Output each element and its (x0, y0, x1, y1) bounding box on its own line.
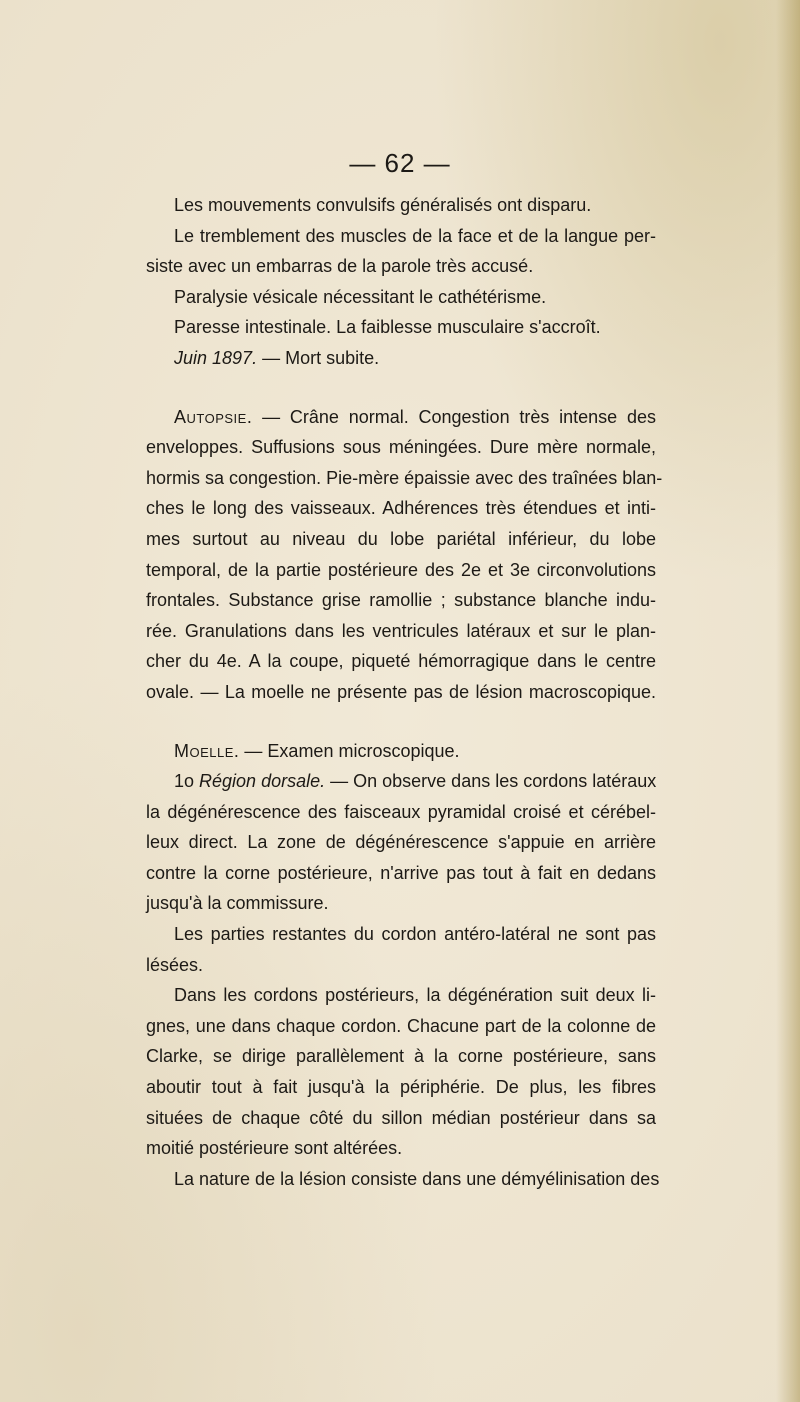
text-line: lésées. (146, 954, 204, 975)
text-line: jusqu'à la commissure. (146, 893, 329, 914)
page-number: — 62 — (349, 148, 451, 178)
text-line: ovale. — La moelle ne présente pas de lésion macroscopique. (146, 681, 656, 702)
text-line: siste avec un embarras de la parole très accusé. (146, 256, 534, 277)
text-line: moitié postérieure sont altérées. (146, 1138, 403, 1159)
text-line: Paresse intestinale. La faiblesse musculaire s'accroît. (174, 317, 601, 338)
text-line: frontales. Substance grise ramollie ; substance blanche indu- (146, 590, 656, 611)
region-title: Région dorsale. (199, 771, 326, 792)
text-line: — Crâne normal. Congestion très intense des (252, 406, 656, 427)
spacer (146, 708, 656, 736)
text-line: La nature de la lésion consiste dans une démyélinisation des (174, 1168, 660, 1189)
text-line: Clarke, se dirige parallèlement à la corne postérieure, sans (146, 1046, 656, 1067)
autopsie-heading-line (146, 402, 656, 433)
moelle-label: Moelle. (174, 740, 240, 761)
moelle-heading-line (146, 736, 656, 767)
text-line: situées de chaque côté du sillon médian postérieur dans sa (146, 1107, 656, 1128)
text-line: mes surtout au niveau du lobe pariétal inférieur, du lobe (146, 528, 656, 549)
text-line: leux direct. La zone de dégénérescence s'appuie en arrière (146, 832, 656, 853)
text-line: enveloppes. Suffusions sous méningées. Dure mère normale, (146, 437, 656, 458)
autopsie-label: Autopsie. (174, 406, 253, 427)
text-line: contre la corne postérieure, n'arrive pas tout à fait en dedans (146, 862, 656, 883)
date-text: — Mort subite. (257, 347, 380, 368)
text-line: la dégénérescence des faisceaux pyramidal croisé et cérébel- (146, 801, 656, 822)
text-line: Les mouvements convulsifs généralisés ont disparu. (174, 195, 592, 215)
text-line: hormis sa congestion. Pie-mère épaissie avec des traînées blan- (146, 467, 663, 488)
text-line: cher du 4e. A la coupe, piqueté hémorragique dans le centre (146, 651, 656, 672)
date-line (146, 343, 656, 374)
text-line: Dans les cordons postérieurs, la dégénération suit deux li- (174, 985, 656, 1006)
region-number: 1o (174, 771, 200, 792)
page-body (146, 190, 663, 1194)
text-line: Le tremblement des muscles de la face et de la langue per- (174, 225, 656, 246)
text-line: gnes, une dans chaque cordon. Chacune part de la colonne de (146, 1015, 656, 1036)
text-line: — On observe dans les cordons latéraux (325, 771, 657, 792)
text-line: Les parties restantes du cordon antéro-latéral ne sont pas (174, 924, 656, 945)
moelle-text: — Examen microscopique. (239, 740, 460, 761)
region-heading-line (146, 766, 656, 797)
text-line: temporal, de la partie postérieure des 2e et 3e circonvolutions (146, 559, 656, 580)
spacer (146, 374, 656, 402)
date-label: Juin 1897. (174, 347, 258, 368)
page-edge-stain (776, 0, 800, 1402)
text-line: ches le long des vaisseaux. Adhérences très étendues et inti- (146, 498, 656, 519)
text-line: aboutir tout à fait jusqu'à la périphérie. De plus, les fibres (146, 1077, 656, 1098)
text-line: rée. Granulations dans les ventricules latéraux et sur le plan- (146, 620, 656, 641)
text-line: Paralysie vésicale nécessitant le cathétérisme. (174, 286, 547, 307)
